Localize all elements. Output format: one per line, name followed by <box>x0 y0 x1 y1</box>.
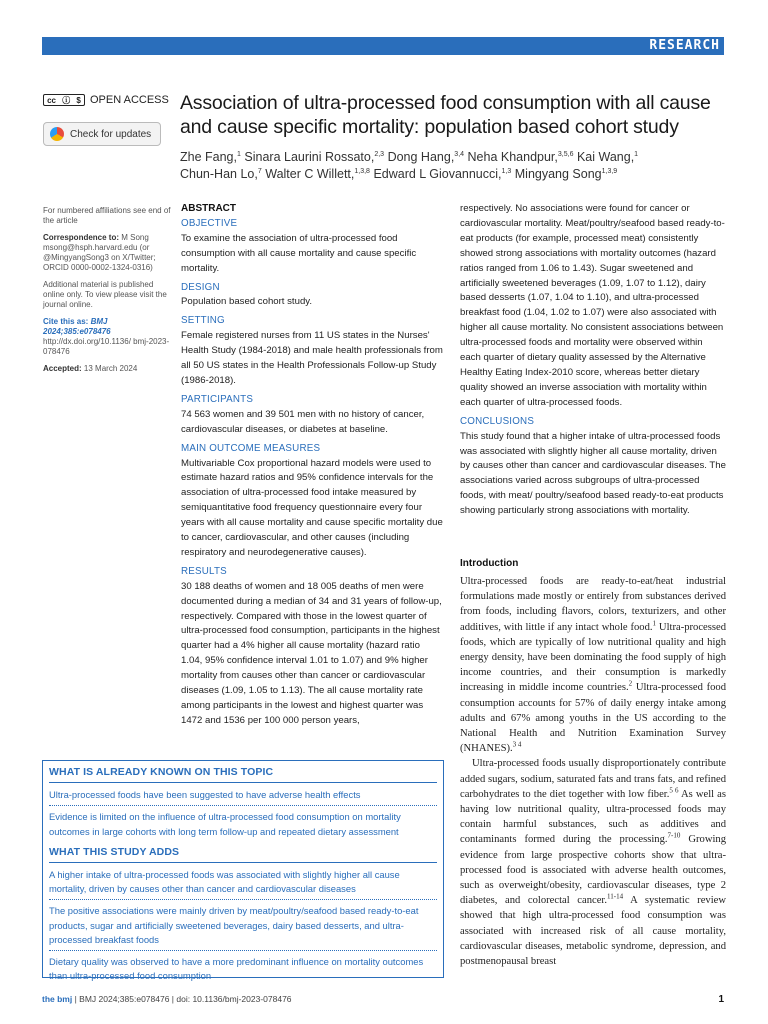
correspondence: Correspondence to: M Song msong@hsph.harvard.edu (or @MingyangSong3 on X/Twitter; ORCID 0000-0002-1324-0316) <box>43 233 156 272</box>
known-heading: WHAT IS ALREADY KNOWN ON THIS TOPIC <box>49 766 274 778</box>
author-name: Zhe Fang <box>180 150 234 164</box>
known-item: Ultra-processed foods have been suggested to have adverse health effects <box>49 787 437 806</box>
author-list: Zhe Fang,$^1$ Sinara Laurini Rossato,$^{2,3}$ Dong Hang,$^{3,4}$ Neha Khandpur,$^{3,5,6}$ Kai Wang,$^1$ Chun-Han Lo,$^7$ Walter C Willett,$^{1,3,8}$ Edward L Giovannucci,$^{1,3}$ Mingyang Song$^{1,3,9}$ <box>180 150 639 181</box>
adds-item: Dietary quality was observed to have a more predominant influence on mortality outcomes than ultra-processed food consumption <box>49 956 424 982</box>
open-access-badge <box>43 94 169 106</box>
conclusions-heading: CONCLUSIONS <box>460 415 535 427</box>
known-item: Evidence is limited on the influence of ultra-processed food consumption on mortality outcomes in large cohorts with long term follow-up and repeated dietary assessment <box>49 811 401 837</box>
open-access-label: OPEN ACCESS <box>90 94 169 106</box>
author-affiliation-marker: 1,3,9 <box>601 167 618 175</box>
author-affiliation-marker: 1,3,8 <box>354 167 370 175</box>
accepted-date: Accepted: 13 March 2024 <box>43 364 138 373</box>
journal-logo: the bmj <box>42 994 73 1004</box>
page-footer <box>42 994 724 1005</box>
abstract-column-1 <box>181 202 443 729</box>
footer-citation: the bmj | BMJ 2024;385:e078476 | doi: 10.1136/bmj-2023-078476 <box>42 994 292 1004</box>
adds-item: A higher intake of ultra-processed foods was associated with slightly higher all cause mortality, driven by causes other than cancer and cardiovascular diseases <box>49 867 437 900</box>
intro-paragraph: Ultra-processed foods usually disproportionately contribute added sugars, sodium, saturated fats and trans fats, and refined carbohydrates to the diet together with low fiber.$^{5 6}$ As well as having low nutritional quality, ultra-processed foods may contain harmful substances, such as additives and contaminants formed during the processing.$^{7-10}$ Growing evidence from large prospective cohorts show that ultra-processed food is associated with adverse health outcomes, such as overweight/obesity, cardiovascular diseases, type 2 diabetes, and colorectal cancer.$^{11-14}$ A systematic review showed that high ultra-processed food consumption was associated with increased risk of all cause mortality, cardiovascular diseases, metabolic syndrome, depression, and postmenopausal breast <box>460 758 727 968</box>
design-heading: DESIGN <box>181 281 220 293</box>
author-name: Kai Wang <box>576 150 631 164</box>
outcome-text: Multivariable Cox proportional hazard models were used to estimate hazard ratios and 95% confidence intervals for the association of ultra-processed food intake measured by semiquantitative food frequency questionnaire every four years with all cause mortality and cause specific mortality due to cancer, cardiovascular, and other causes (including respiratory and neurodegenerative causes). <box>181 457 443 558</box>
author-name: Neha Khandpur <box>467 150 555 164</box>
results-heading: RESULTS <box>181 565 227 577</box>
author-name: Dong Hang <box>387 150 451 164</box>
objective-heading: OBJECTIVE <box>181 217 238 229</box>
participants-heading: PARTICIPANTS <box>181 393 254 405</box>
intro-paragraph: Ultra-processed foods are ready-to-eat/heat industrial formulations made mostly or entirely from substances derived from foods, including flavors, colors, texturizers, and other additives, with little if any intact whole food.$^1$ Ultra-processed foods, which are typically of low nutritional quality and high energy density, have been dominating the food supply of high income countries, and their consumption is markedly increasing in middle income countries.$^2$ Ultra-processed food consumption accounts for 57% of daily energy intake among adults and 67% among youths in the US according to the National Health and Nutrition Examination Survey (NHANES).$^{3 4}$ <box>460 576 727 755</box>
introduction-body <box>460 574 726 969</box>
cc-by-nc-icon: cc ⓘ $ <box>43 94 85 106</box>
cite-as: Cite this as: BMJ 2024;385:e078476 http://dx.doi.org/10.1136/ bmj-2023-078476 <box>43 317 170 356</box>
results-text: 30 188 deaths of women and 18 005 deaths of men were documented during a median of 34 and 31 years of follow-up, respectively. Compared with those in the lowest quarter of ultra-processed food consumption, participants in the highest quarter had a 4% higher all cause mortality (hazard ratio 1.04, 95% confidence interval 1.01 to 1.07) and 9% higher mortality from causes other than cancer or cardiovascular diseases (1.09, 1.05 to 1.13). The all cause mortality rate among participants in the lowest and highest quarter was 1472 and 1536 per 100 000 person years, <box>181 580 442 726</box>
author-affiliation-marker: 3,4 <box>454 150 465 158</box>
author-affiliation-marker: 3,5,6 <box>557 150 574 158</box>
page-number: 1 <box>718 994 724 1005</box>
introduction-heading: Introduction <box>460 558 519 569</box>
conclusions-text: This study found that a higher intake of ultra-processed foods was associated with slightly higher all cause mortality, driven by causes other than cancer and cardiovascular diseases. The associations varied across subgroups of ultra-processed foods, with meat/ poultry/seafood based ready-to-eat products showing particularly strong associations with mortality. <box>460 430 726 517</box>
adds-item: The positive associations were mainly driven by meat/poultry/seafood based ready-to-eat products, sugar and artificially sweetened beverages, dairy based desserts, and ultra-processed breakfast foods <box>49 903 437 951</box>
article-sidebar <box>43 206 173 381</box>
setting-text: Female registered nurses from 11 US states in the Nurses' Health Study (1984-2018) and male health professionals from all 50 US states in the Health Professionals Follow-up Study (1986-2018). <box>181 330 443 386</box>
doi-link[interactable]: http://dx.doi.org/10.1136/ bmj-2023-078476 <box>43 337 170 356</box>
summary-box <box>42 760 444 982</box>
results-text-continued: respectively. No associations were found for cancer or cardiovascular mortality. Meat/poultry/seafood based ready-to-eat products (for example, processed meat) consistently showed strong associations with mortality outcomes (hazard ratios ranged from 1.06 to 1.43). Sugar sweetened and artificially sweetened beverages (1.09, 1.07 to 1.12), dairy based desserts (1.07, 1.04 to 1.10), and ultra-processed breakfast food (1.04, 1.02 to 1.07) were also associated with higher all cause mortality. No consistent associations between ultra-processed foods and mortality were observed within each quarter of dietary quality assessed by the Alternative Healthy Eating Index-2010 score, whereas better dietary quality showed an inverse association with mortality within each quarter of ultra-processed foods. <box>460 203 725 408</box>
author-affiliation-marker: 2,3 <box>374 150 385 158</box>
author-name: Chun-Han Lo <box>180 167 255 181</box>
author-name: Edward L Giovannucci <box>373 167 499 181</box>
additional-material-note: Additional material is published online only. To view please visit the journal online. <box>43 280 167 309</box>
author-name: Walter C Willett <box>265 167 351 181</box>
author-affiliation-marker: 1 <box>237 150 241 158</box>
abstract-heading: ABSTRACT <box>181 203 236 214</box>
author-affiliation-marker: 7 <box>257 167 262 175</box>
participants-text: 74 563 women and 39 501 men with no history of cancer, cardiovascular diseases, or diabetes at baseline. <box>181 408 425 435</box>
section-label: RESEARCH <box>649 38 720 53</box>
author-affiliation-marker: 1 <box>634 150 639 158</box>
check-updates-label: Check for updates <box>70 128 152 140</box>
design-text: Population based cohort study. <box>181 296 313 308</box>
setting-heading: SETTING <box>181 315 225 327</box>
outcome-heading: MAIN OUTCOME MEASURES <box>181 442 321 454</box>
check-for-updates-button[interactable] <box>43 122 161 146</box>
affiliation-note: For numbered affiliations see end of the article <box>43 206 171 225</box>
adds-heading: WHAT THIS STUDY ADDS <box>49 845 180 858</box>
author-name: Mingyang Song <box>514 167 602 181</box>
author-name: Sinara Laurini Rossato <box>244 150 371 164</box>
crossmark-icon <box>50 127 64 141</box>
objective-text: To examine the association of ultra-processed food consumption with all cause mortality and cause specific mortality. <box>181 232 417 274</box>
section-banner <box>42 37 724 55</box>
author-affiliation-marker: 1,3 <box>501 167 512 175</box>
abstract-column-2 <box>460 202 726 519</box>
article-title: Association of ultra-processed food consumption with all cause and cause specific mortality: population based cohort study <box>180 92 711 138</box>
